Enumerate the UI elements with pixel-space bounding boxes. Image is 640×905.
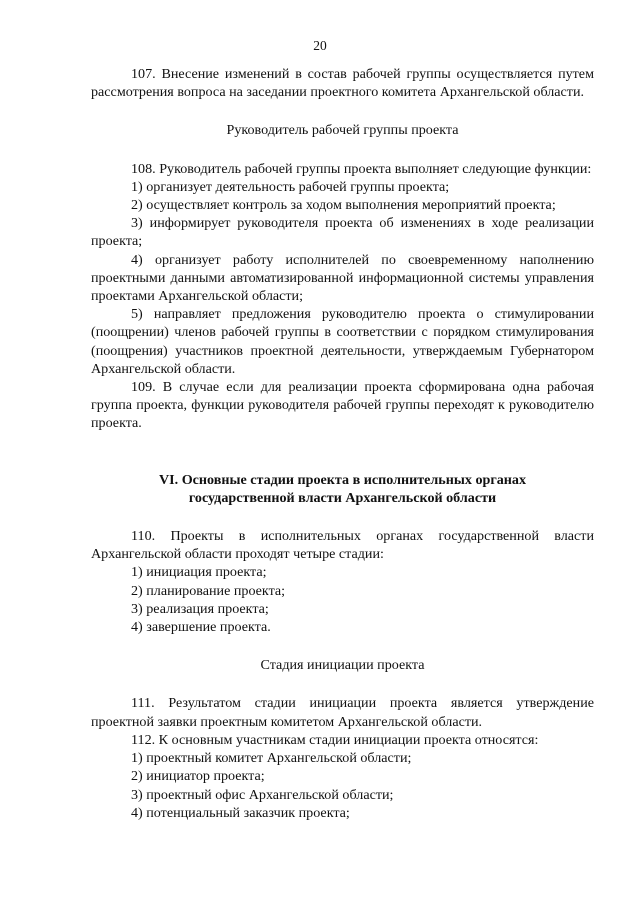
paragraph-112: 112. К основным участникам стадии инициации проекта относятся: xyxy=(131,731,539,748)
list-item: 4) потенциальный заказчик проекта; xyxy=(131,804,350,821)
list-item: 4) завершение проекта. xyxy=(131,619,271,636)
list-item: 3) реализация проекта; xyxy=(131,600,269,617)
section-heading-vi-line1: VI. Основные стадии проекта в исполнительных органах xyxy=(158,471,526,488)
subheading-initiation-stage: Стадия инициации проекта xyxy=(260,657,425,674)
list-item: 5) направляет предложения руководителю проекта о стимулировании (поощрении) членов рабочей группы в соответствии с порядком стимулирования (поощрения) участников проектной деятельности, утверждаемым Губернатором Архангельской области. xyxy=(91,306,594,377)
paragraph-110: 110. Проекты в исполнительных органах государственной власти Архангельской области проходят четыре стадии: xyxy=(91,528,594,563)
paragraph-111: 111. Результатом стадии инициации проекта является утверждение проектной заявки проектным комитетом Архангельской области. xyxy=(91,695,594,730)
page-number: 20 xyxy=(313,38,327,53)
list-item: 1) организует деятельность рабочей группы проекта; xyxy=(131,178,450,195)
list-item: 1) проектный комитет Архангельской области; xyxy=(131,750,412,767)
list-item: 2) планирование проекта; xyxy=(131,582,286,599)
list-item: 2) осуществляет контроль за ходом выполнения мероприятий проекта; xyxy=(131,197,556,214)
list-item: 2) инициатор проекта; xyxy=(131,768,265,785)
subheading-working-group-leader: Руководитель рабочей группы проекта xyxy=(226,122,459,139)
section-heading-vi-line2: государственной власти Архангельской области xyxy=(188,489,497,506)
paragraph-109: 109. В случае если для реализации проекта сформирована одна рабочая группа проекта, функции руководителя рабочей группы переходят к руководителю проекта. xyxy=(91,379,594,432)
list-item: 4) организует работу исполнителей по своевременному наполнению проектными данными автоматизированной информационной системы управления проектами Архангельской области; xyxy=(91,251,594,305)
list-item: 3) информирует руководителя проекта об изменениях в ходе реализации проекта; xyxy=(91,215,594,250)
paragraph-107: 107. Внесение изменений в состав рабочей группы осуществляется путем рассмотрения вопроса на заседании проектного комитета Архангельской области. xyxy=(91,66,594,101)
list-item: 1) инициация проекта; xyxy=(131,564,267,581)
paragraph-108: 108. Руководитель рабочей группы проекта выполняет следующие функции: xyxy=(131,160,592,177)
list-item: 3) проектный офис Архангельской области; xyxy=(131,786,394,803)
page-content xyxy=(91,65,594,822)
